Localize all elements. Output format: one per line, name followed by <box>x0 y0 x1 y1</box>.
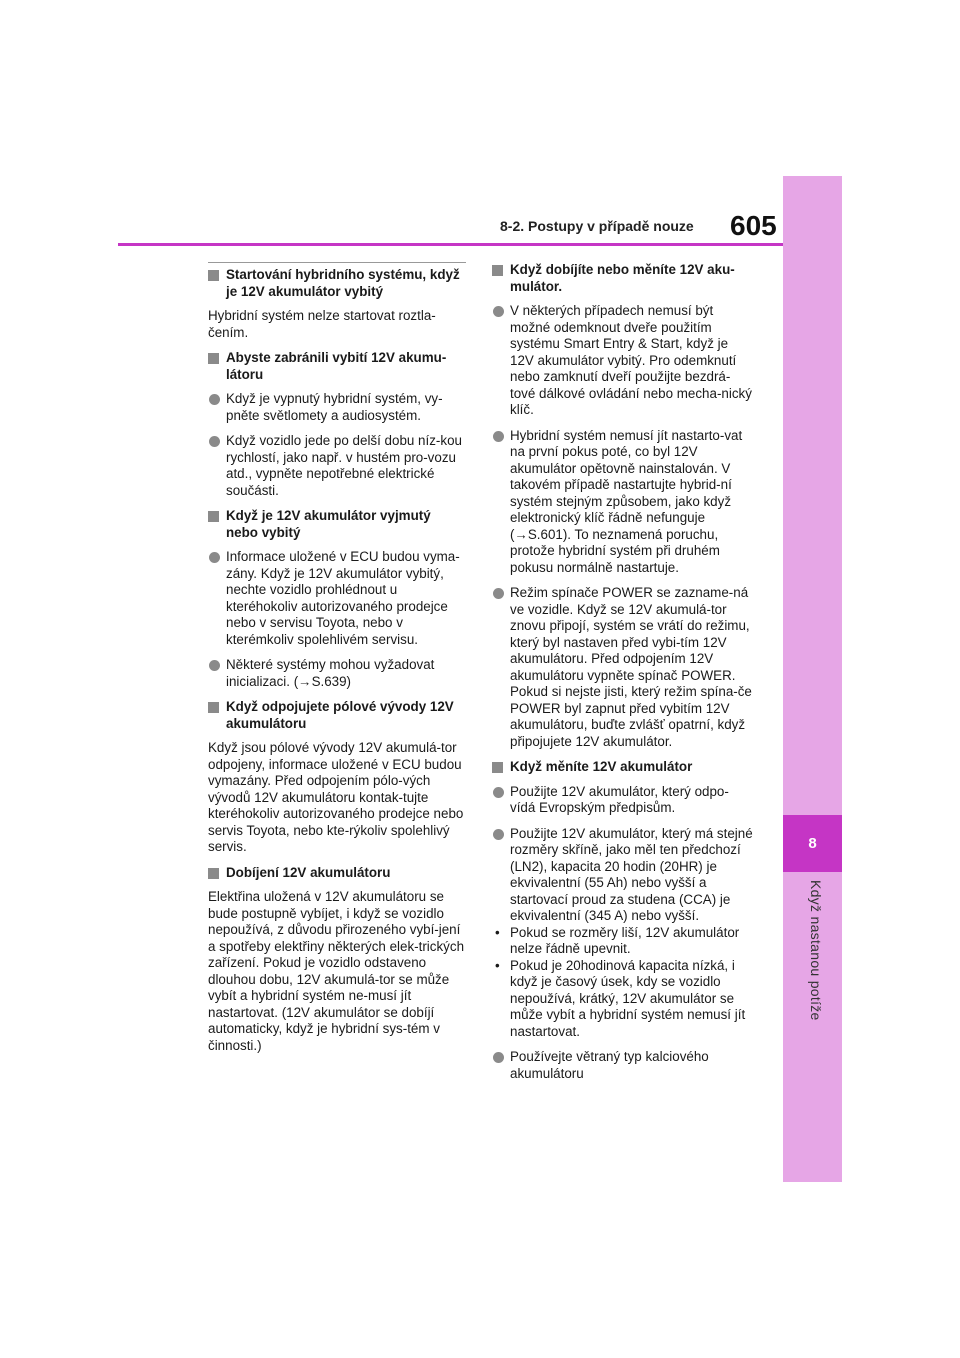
square-bullet-icon <box>208 702 219 713</box>
heading: Když je 12V akumulátor vyjmutý nebo vybitý <box>208 508 466 541</box>
paragraph: Elektřina uložená v 12V akumulátoru se bude postupně vybíjet, i když se vozidlo nepoužívá, z důvodu přirozeného vybí-jení a spotřeby elektřiny některých elek-trických zařízení. Pokud je vozidlo odstaveno dlouhou dobu, 12V akumulá-tor se může vybít a hybridní systém ne-musí jít nastartovat. (12V akumulátor se dobíjí automaticky, když je hybridní sys-tém v činnosti.) <box>208 889 465 1053</box>
right-column <box>492 262 754 1091</box>
circle-bullet-icon <box>493 829 504 840</box>
chapter-title: Když nastanou potíže <box>808 880 824 1021</box>
circle-bullet-icon <box>493 306 504 317</box>
circle-bullet-icon <box>493 588 504 599</box>
heading: Když odpojujete pólové vývody 12V akumulátoru <box>208 699 466 732</box>
paragraph: Hybridní systém nelze startovat roztla-čením. <box>208 308 436 340</box>
heading: Když měníte 12V akumulátor <box>492 759 754 776</box>
bullet-item: Používejte větraný typ kalciového akumulátoru <box>492 1049 754 1082</box>
circle-bullet-icon <box>493 431 504 442</box>
bullet-item: Hybridní systém nemusí jít nastarto-vat na první pokus poté, co byl 12V akumulátor opětovně nainstalován. V takovém případě nastartujte hybrid-ní systém stejným způsobem, jako když elektronický klíč řádně nefunguje (→S.601). To neznamená poruchu, protože hybridní systém při druhém pokusu normálně nastartuje. <box>492 428 754 577</box>
square-bullet-icon <box>492 265 503 276</box>
bullet-item: Režim spínače POWER se zazname-ná ve vozidle. Když se 12V akumulá-tor znovu připojí, systém se vrátí do režimu, který byl nastaven před vybi-tím 12V akumulátoru. Před odpojením 12V akumulátoru vypněte spínač POWER. Pokud si nejste jisti, který režim spína-če POWER byl zapnut před vybitím 12V akumulátoru, buďte zvlášť opatrní, když připojujete 12V akumulátor. <box>492 585 754 750</box>
bullet-item: Použijte 12V akumulátor, který má stejné rozměry skříně, jako měl ten předchozí (LN2), kapacita 20 hodin (20HR) je ekvivalentní (55 Ah) nebo vyšší a startovací proud za studena (CCA) je ekvivalentní (345 A) nebo vyšší. <box>492 826 754 925</box>
square-bullet-icon <box>208 511 219 522</box>
square-bullet-icon <box>208 868 219 879</box>
circle-bullet-icon <box>209 436 220 447</box>
square-bullet-icon <box>208 270 219 281</box>
circle-bullet-icon <box>209 660 220 671</box>
heading: Startování hybridního systému, když je 12V akumulátor vybitý <box>208 267 466 300</box>
header-divider <box>118 243 783 246</box>
column-divider <box>208 262 466 263</box>
circle-bullet-icon <box>493 787 504 798</box>
sub-item: • Pokud se rozměry liší, 12V akumulátor nelze řádně upevnit. <box>495 924 740 956</box>
bullet-item: Informace uložené v ECU budou vyma-zány. Když je 12V akumulátor vybitý, nechte vozidlo prohlédnout u kteréhokoliv autorizovaného prodejce nebo v servisu Toyota, nebo v kterémkoliv spolehlivém servisu. <box>208 549 466 648</box>
circle-bullet-icon <box>209 552 220 563</box>
paragraph: Když jsou pólové vývody 12V akumulá-tor odpojeny, informace uložené v ECU budou vymazány. Před odpojením pólo-vých vývodů 12V akumulátoru kontak-tujte kteréhokoliv autorizovaného prodejce nebo servis Toyota, nebo kte-rýkoliv spolehlivý servis. <box>208 740 464 854</box>
square-bullet-icon <box>208 353 219 364</box>
bullet-item: Když vozidlo jede po delší dobu níz-kou rychlostí, jako např. v hustém pro-vozu atd., vypněte nepotřebné elektrické součásti. <box>208 433 466 499</box>
sub-item: • Pokud je 20hodinová kapacita nízká, i když je časový úsek, kdy se vozidlo nepoužívá, krátký, 12V akumulátor se může vybít a hybridní systém nemusí jít nastartovat. <box>495 957 746 1039</box>
section-title: 8-2. Postupy v případě nouze <box>500 218 694 234</box>
heading: Když dobíjíte nebo měníte 12V aku-mulátor. <box>492 262 754 295</box>
bullet-item: V některých případech nemusí být možné odemknout dveře použitím systému Smart Entry & Start, když je 12V akumulátor vybitý. Pro odemknutí nebo zamknutí dveří použijte bezdrá-tové dálkové ovládání nebo mecha-nický klíč. <box>492 303 754 419</box>
sub-list <box>492 925 754 1041</box>
square-bullet-icon <box>492 762 503 773</box>
sub-bullet-icon: • <box>495 957 500 973</box>
bullet-item: Když je vypnutý hybridní systém, vy-pněte světlomety a audiosystém. <box>208 391 466 424</box>
heading: Abyste zabránili vybití 12V akumu-látoru <box>208 350 466 383</box>
bullet-item: Použijte 12V akumulátor, který odpo-vídá Evropským předpisům. <box>492 784 754 817</box>
circle-bullet-icon <box>493 1052 504 1063</box>
chapter-number: 8 <box>783 815 842 872</box>
page-number: 605 <box>730 210 777 241</box>
left-column <box>208 262 466 1063</box>
circle-bullet-icon <box>209 394 220 405</box>
heading: Dobíjení 12V akumulátoru <box>208 865 466 882</box>
sub-bullet-icon: • <box>495 924 500 940</box>
bullet-item: Některé systémy mohou vyžadovat inicializaci. (→S.639) <box>208 657 466 690</box>
